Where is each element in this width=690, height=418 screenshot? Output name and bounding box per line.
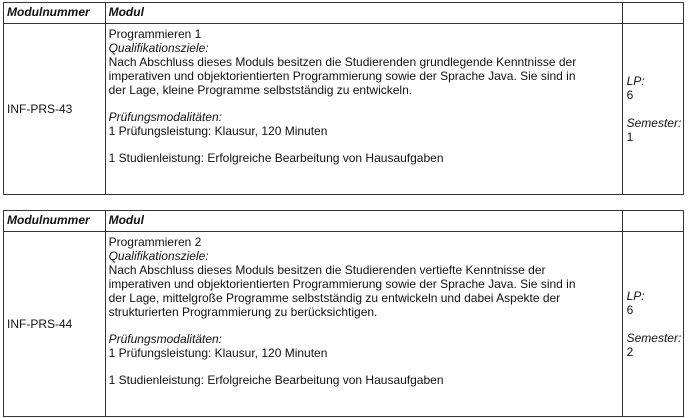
module-number: INF-PRS-44 bbox=[4, 232, 106, 417]
module-title: Programmieren 1 bbox=[108, 27, 202, 41]
module-row bbox=[4, 232, 684, 417]
goals-label: Qualifikationsziele: bbox=[108, 41, 209, 55]
semester-value: 2 bbox=[626, 345, 634, 359]
module-number: INF-PRS-43 bbox=[4, 24, 106, 195]
goals-line: der Lage, mittelgroße Programme selbstständig zu entwickeln und dabei Aspekte der bbox=[108, 291, 561, 305]
goals-line: strukturierten Programmierung zu berücksichtigen. bbox=[108, 305, 378, 319]
goals-line: der Lage, kleine Programme selbstständig zu entwickeln. bbox=[108, 83, 413, 97]
semester-label: Semester: bbox=[626, 116, 682, 130]
goals-label: Qualifikationsziele: bbox=[108, 249, 209, 263]
lp-value: 6 bbox=[626, 88, 634, 102]
goals-line: imperativen und objektorientierten Programmierung sowie der Sprache Java. Sie sind in bbox=[108, 277, 576, 291]
semester-value: 1 bbox=[626, 130, 634, 144]
table-header-row bbox=[4, 211, 684, 232]
module-meta bbox=[622, 232, 683, 417]
header-modul: Modul bbox=[105, 211, 622, 232]
module-row bbox=[4, 24, 684, 195]
module-table-2 bbox=[3, 210, 684, 417]
lp-value: 6 bbox=[626, 303, 634, 317]
exam-label: Prüfungsmodalitäten: bbox=[108, 332, 222, 346]
module-description bbox=[105, 24, 622, 195]
module-description bbox=[105, 232, 622, 417]
module-table-1 bbox=[3, 2, 684, 195]
exam-text: 1 Prüfungsleistung: Klausur, 120 Minuten bbox=[108, 124, 328, 138]
exam-label: Prüfungsmodalitäten: bbox=[108, 110, 222, 124]
module-title: Programmieren 2 bbox=[108, 235, 202, 249]
header-modulnummer: Modulnummer bbox=[4, 211, 106, 232]
header-modul: Modul bbox=[105, 3, 622, 24]
module-meta bbox=[622, 24, 683, 195]
semester-label: Semester: bbox=[626, 331, 682, 345]
lp-label: LP: bbox=[626, 74, 645, 88]
header-side bbox=[622, 211, 683, 232]
table-header-row bbox=[4, 3, 684, 24]
study-text: 1 Studienleistung: Erfolgreiche Bearbeitung von Hausaufgaben bbox=[108, 151, 444, 165]
exam-text: 1 Prüfungsleistung: Klausur, 120 Minuten bbox=[108, 346, 328, 360]
goals-line: imperativen und objektorientierten Programmierung sowie der Sprache Java. Sie sind in bbox=[108, 69, 576, 83]
goals-line: Nach Abschluss dieses Moduls besitzen die Studierenden vertiefte Kenntnisse der bbox=[108, 263, 546, 277]
lp-label: LP: bbox=[626, 289, 645, 303]
goals-line: Nach Abschluss dieses Moduls besitzen die Studierenden grundlegende Kenntnisse der bbox=[108, 55, 577, 69]
study-text: 1 Studienleistung: Erfolgreiche Bearbeitung von Hausaufgaben bbox=[108, 373, 444, 387]
header-modulnummer: Modulnummer bbox=[4, 3, 106, 24]
header-side bbox=[622, 3, 683, 24]
